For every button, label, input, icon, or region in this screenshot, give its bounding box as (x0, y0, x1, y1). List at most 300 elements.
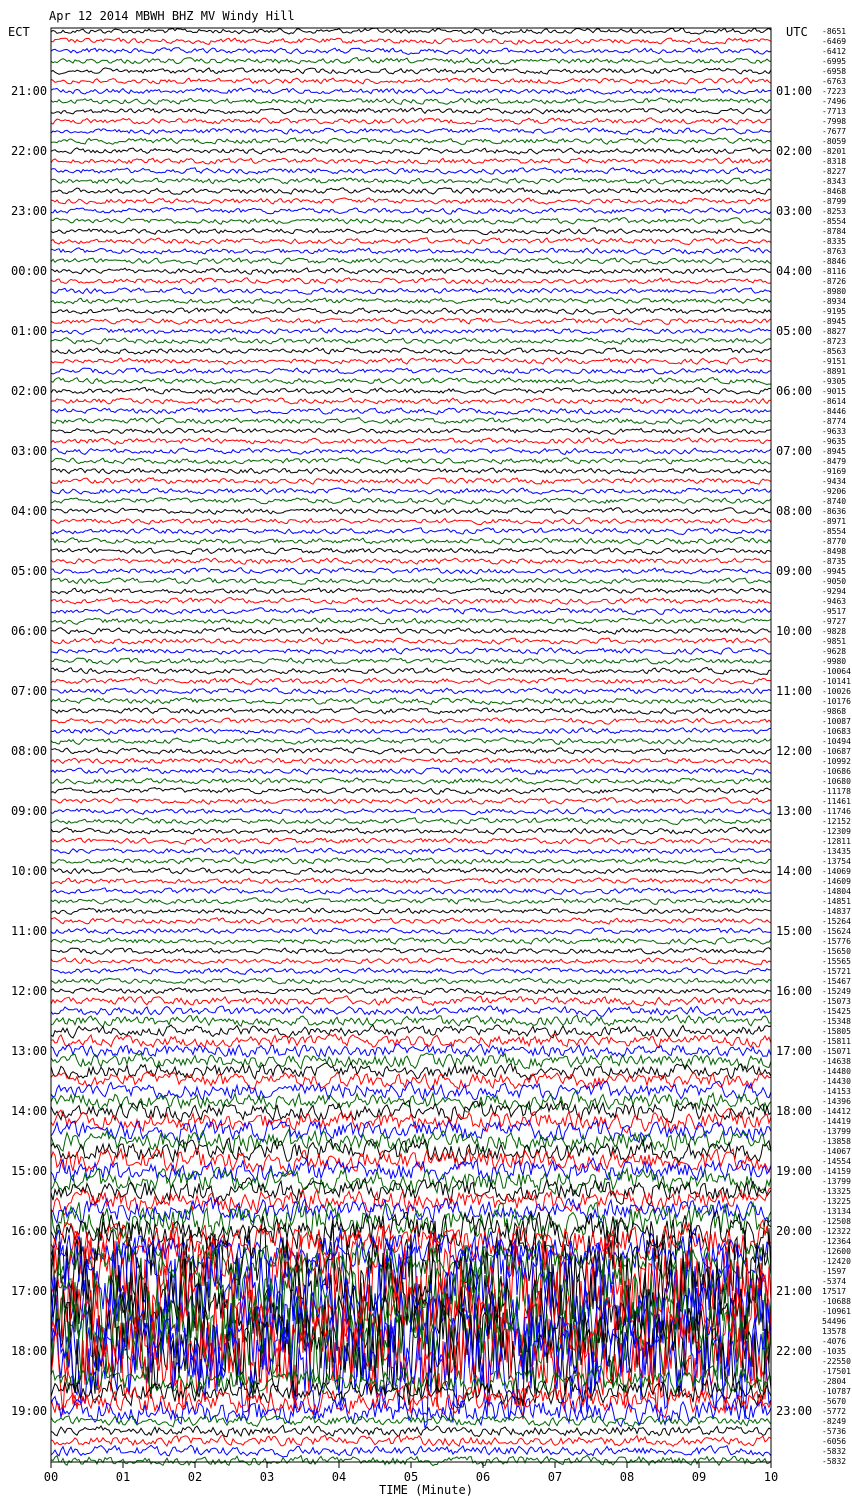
offset-label: -12600 (822, 1247, 851, 1256)
trace-row (51, 428, 771, 434)
offset-label: -8774 (822, 417, 847, 426)
trace-row (51, 667, 771, 674)
offset-label: -9517 (822, 607, 847, 616)
trace-row (51, 498, 771, 504)
offset-label: -12811 (822, 837, 851, 846)
trace-group (51, 28, 771, 1466)
trace-row (51, 568, 771, 574)
trace-row (51, 798, 771, 805)
offset-label: -10687 (822, 747, 851, 756)
offset-label: -9169 (822, 467, 847, 476)
offset-label: -10064 (822, 667, 851, 676)
offset-label: -15348 (822, 1017, 851, 1026)
offset-label: -7998 (822, 117, 847, 126)
offset-label: -8554 (822, 527, 847, 536)
offset-label: -5832 (822, 1447, 847, 1456)
offset-label: -10992 (822, 757, 851, 766)
trace-row (51, 1015, 771, 1027)
offset-label: -10961 (822, 1307, 851, 1316)
trace-row (51, 178, 771, 184)
trace-row (51, 808, 771, 815)
trace-row (51, 628, 771, 634)
hour-label-utc: 18:00 (776, 1104, 813, 1118)
hour-label-utc: 09:00 (776, 564, 813, 578)
offset-label: -14480 (822, 1067, 851, 1076)
x-tick-label: 02 (187, 1470, 203, 1484)
offset-label: -2804 (822, 1377, 847, 1386)
offset-label: -9628 (822, 647, 847, 656)
trace-row (51, 728, 771, 735)
trace-row (51, 1425, 771, 1436)
hour-label-local: 23:00 (11, 204, 48, 218)
offset-label: -15721 (822, 967, 851, 976)
offset-label: -9305 (822, 377, 847, 386)
trace-row (51, 996, 771, 1006)
offset-label: -14638 (822, 1057, 851, 1066)
offset-label: -13134 (822, 1207, 851, 1216)
offset-label: 13578 (822, 1327, 847, 1336)
offset-label: -5832 (822, 1457, 847, 1466)
offset-label: -17501 (822, 1367, 851, 1376)
offset-label: -9206 (822, 487, 847, 496)
trace-row (51, 218, 771, 225)
x-tick-label: 01 (115, 1470, 131, 1484)
hour-label-local: 02:00 (11, 384, 48, 398)
offset-label: -10688 (822, 1297, 851, 1306)
offset-label: -14804 (822, 887, 851, 896)
offset-label: -15249 (822, 987, 851, 996)
trace-row (51, 1044, 771, 1057)
offset-label: -5374 (822, 1277, 847, 1286)
trace-row (51, 328, 771, 334)
offset-label: -14396 (822, 1097, 851, 1106)
chart-title: Apr 12 2014 MBWH BHZ MV Windy Hill (49, 9, 295, 23)
offset-label: -12420 (822, 1257, 851, 1266)
trace-row (51, 348, 771, 354)
hour-label-utc: 04:00 (776, 264, 813, 278)
trace-row (51, 788, 771, 794)
offset-label: -4076 (822, 1337, 847, 1346)
offset-label: -9195 (822, 307, 847, 316)
offset-label: -8723 (822, 337, 847, 346)
offset-label: -8636 (822, 507, 847, 516)
offset-label: -8846 (822, 257, 847, 266)
offset-label: -8763 (822, 247, 847, 256)
hour-label-local: 21:00 (11, 84, 48, 98)
hour-label-local: 03:00 (11, 444, 48, 458)
offset-label: -8980 (822, 287, 847, 296)
trace-row (51, 528, 771, 535)
trace-row (51, 118, 771, 124)
trace-row (51, 268, 771, 274)
hour-label-local: 01:00 (11, 324, 48, 338)
trace-row (51, 298, 771, 304)
offset-label: -15467 (822, 977, 851, 986)
offset-label: -9294 (822, 587, 847, 596)
offset-label: -5736 (822, 1427, 847, 1436)
hour-label-local: 05:00 (11, 564, 48, 578)
trace-row (51, 318, 771, 325)
offset-label: -7496 (822, 97, 847, 106)
trace-row (51, 708, 771, 715)
trace-row (51, 148, 771, 154)
hour-label-local: 06:00 (11, 624, 48, 638)
offset-label: -10026 (822, 687, 851, 696)
trace-row (51, 418, 771, 425)
x-tick-label: 08 (619, 1470, 635, 1484)
offset-label: -5772 (822, 1407, 847, 1416)
trace-row (51, 848, 771, 854)
trace-row (51, 878, 771, 884)
offset-label: -8468 (822, 187, 847, 196)
offset-label: -10176 (822, 697, 851, 706)
offset-label: -14851 (822, 897, 851, 906)
trace-row (51, 188, 771, 195)
offset-label: -15624 (822, 927, 851, 936)
trace-row (51, 608, 771, 615)
trace-row (51, 738, 771, 745)
hour-label-utc: 17:00 (776, 1044, 813, 1058)
offset-label: -9151 (822, 357, 847, 366)
offset-label: -13858 (822, 1137, 851, 1146)
offset-label: -9434 (822, 477, 847, 486)
trace-row (51, 518, 771, 525)
offset-label: -8770 (822, 537, 847, 546)
offset-label: -14412 (822, 1107, 851, 1116)
trace-row (51, 368, 771, 374)
offset-label: -12364 (822, 1237, 851, 1246)
trace-row (51, 768, 771, 774)
trace-row (51, 158, 771, 164)
hour-label-utc: 22:00 (776, 1344, 813, 1358)
hour-label-local: 17:00 (11, 1284, 48, 1298)
hour-label-utc: 01:00 (776, 84, 813, 98)
trace-row (51, 377, 771, 384)
offset-label: -1597 (822, 1267, 847, 1276)
x-tick-label: 05 (403, 1470, 419, 1484)
x-axis-label: TIME (Minute) (379, 1483, 473, 1497)
trace-row (51, 968, 771, 975)
offset-label: -14419 (822, 1117, 851, 1126)
offset-label: -8554 (822, 217, 847, 226)
trace-row (51, 648, 771, 654)
hour-label-utc: 03:00 (776, 204, 813, 218)
offset-label: -10683 (822, 727, 851, 736)
trace-row (51, 548, 771, 554)
right-timezone-label: UTC (786, 25, 808, 39)
trace-row (51, 1435, 771, 1446)
x-axis-ticks (44, 1462, 778, 1484)
offset-label: -8799 (822, 197, 847, 206)
trace-row (51, 918, 771, 924)
offset-label: -10680 (822, 777, 851, 786)
offset-label: -14609 (822, 877, 851, 886)
trace-row (51, 957, 771, 964)
hour-label-utc: 05:00 (776, 324, 813, 338)
trace-row (51, 908, 771, 914)
trace-row (51, 228, 771, 235)
offset-label: -8891 (822, 367, 847, 376)
trace-row (51, 278, 771, 284)
trace-row (51, 618, 771, 624)
offset-label: -11746 (822, 807, 851, 816)
trace-row (51, 88, 771, 94)
right-hour-labels (776, 84, 812, 1418)
offset-label: -15565 (822, 957, 851, 966)
hour-label-utc: 06:00 (776, 384, 813, 398)
hour-label-local: 04:00 (11, 504, 48, 518)
trace-row (51, 758, 771, 764)
trace-row (51, 208, 771, 214)
offset-label: -8651 (822, 27, 847, 36)
hour-label-utc: 08:00 (776, 504, 813, 518)
trace-row (51, 38, 771, 44)
offset-label: -7677 (822, 127, 847, 136)
x-tick-label: 06 (475, 1470, 491, 1484)
trace-row (51, 288, 771, 294)
offset-label: -10141 (822, 677, 851, 686)
hour-label-local: 22:00 (11, 144, 48, 158)
offset-label: -10686 (822, 767, 851, 776)
trace-row (51, 128, 771, 134)
trace-row (51, 578, 771, 584)
left-hour-labels (11, 84, 47, 1418)
offset-label: -13799 (822, 1177, 851, 1186)
x-tick-label: 10 (763, 1470, 779, 1484)
offset-label: -14159 (822, 1167, 851, 1176)
offset-label: -8249 (822, 1417, 847, 1426)
trace-row (51, 238, 771, 245)
trace-row (51, 1100, 771, 1122)
offset-label: -14554 (822, 1157, 851, 1166)
hour-label-utc: 11:00 (776, 684, 813, 698)
offset-label: -11461 (822, 797, 851, 806)
offset-label: -11178 (822, 787, 851, 796)
trace-row (51, 247, 771, 254)
trace-row (51, 1034, 771, 1047)
offset-label: -9851 (822, 637, 847, 646)
offset-label: -14837 (822, 907, 851, 916)
offset-labels (822, 27, 851, 1466)
x-tick-label: 07 (547, 1470, 563, 1484)
hour-label-local: 18:00 (11, 1344, 48, 1358)
offset-label: -8726 (822, 277, 847, 286)
offset-label: -5670 (822, 1397, 847, 1406)
offset-label: -12322 (822, 1227, 851, 1236)
trace-row (51, 598, 771, 605)
offset-label: -9828 (822, 627, 847, 636)
hour-label-utc: 12:00 (776, 744, 813, 758)
offset-label: -15650 (822, 947, 851, 956)
trace-row (51, 688, 771, 694)
offset-label: -22550 (822, 1357, 851, 1366)
hour-label-utc: 13:00 (776, 804, 813, 818)
offset-label: -8335 (822, 237, 847, 246)
trace-row (51, 438, 771, 445)
trace-row (51, 858, 771, 864)
left-timezone-label: ECT (8, 25, 30, 39)
trace-row (51, 398, 771, 404)
trace-row (51, 698, 771, 705)
trace-row (51, 978, 771, 984)
trace-row (51, 678, 771, 685)
hour-label-utc: 02:00 (776, 144, 813, 158)
offset-label: -15811 (822, 1037, 851, 1046)
trace-row (51, 718, 771, 724)
trace-row (51, 1025, 771, 1038)
trace-row (51, 138, 771, 145)
offset-label: -7713 (822, 107, 847, 116)
offset-label: -10087 (822, 717, 851, 726)
offset-label: -13754 (822, 857, 851, 866)
offset-label: -9050 (822, 577, 847, 586)
trace-row (51, 1006, 771, 1016)
offset-label: -8059 (822, 137, 847, 146)
trace-row (51, 198, 771, 204)
trace-row (51, 588, 771, 594)
offset-label: -10494 (822, 737, 851, 746)
trace-row (51, 928, 771, 934)
offset-label: -13325 (822, 1187, 851, 1196)
trace-row (51, 338, 771, 344)
hour-label-local: 10:00 (11, 864, 48, 878)
trace-row (51, 948, 771, 955)
offset-label: -9635 (822, 437, 847, 446)
x-tick-label: 00 (43, 1470, 59, 1484)
hour-label-utc: 10:00 (776, 624, 813, 638)
offset-label: -15264 (822, 917, 851, 926)
offset-label: -1035 (822, 1347, 847, 1356)
trace-row (51, 1445, 771, 1457)
hour-label-utc: 16:00 (776, 984, 813, 998)
offset-label: -8479 (822, 457, 847, 466)
offset-label: -9633 (822, 427, 847, 436)
hour-label-utc: 21:00 (776, 1284, 813, 1298)
offset-label: -8945 (822, 447, 847, 456)
offset-label: -6056 (822, 1437, 847, 1446)
trace-row (51, 638, 771, 644)
offset-label: -6763 (822, 77, 847, 86)
hour-label-local: 14:00 (11, 1104, 48, 1118)
hour-label-local: 12:00 (11, 984, 48, 998)
offset-label: -6412 (822, 47, 847, 56)
trace-row (51, 448, 771, 455)
trace-row (51, 938, 771, 944)
hour-label-local: 19:00 (11, 1404, 48, 1418)
offset-label: -9980 (822, 657, 847, 666)
hour-label-utc: 15:00 (776, 924, 813, 938)
trace-row (51, 838, 771, 844)
offset-label: -6469 (822, 37, 847, 46)
offset-label: -10787 (822, 1387, 851, 1396)
trace-row (51, 68, 771, 74)
hour-label-utc: 23:00 (776, 1404, 813, 1418)
hour-label-local: 15:00 (11, 1164, 48, 1178)
offset-label: -8735 (822, 557, 847, 566)
offset-label: 17517 (822, 1287, 847, 1296)
trace-row (51, 488, 771, 494)
offset-label: -8116 (822, 267, 847, 276)
trace-row (51, 898, 771, 905)
trace-row (51, 358, 771, 364)
trace-row (51, 258, 771, 264)
offset-label: -8740 (822, 497, 847, 506)
offset-label: -8614 (822, 397, 847, 406)
offset-label: -15805 (822, 1027, 851, 1036)
offset-label: -13225 (822, 1197, 851, 1206)
offset-label: -12309 (822, 827, 851, 836)
offset-label: -12152 (822, 817, 851, 826)
trace-row (51, 748, 771, 754)
hour-label-utc: 20:00 (776, 1224, 813, 1238)
hour-label-local: 08:00 (11, 744, 48, 758)
offset-label: -6995 (822, 57, 847, 66)
hour-label-utc: 19:00 (776, 1164, 813, 1178)
offset-label: -6958 (822, 67, 847, 76)
trace-row (51, 78, 771, 84)
trace-row (51, 1188, 771, 1215)
offset-label: -8498 (822, 547, 847, 556)
offset-label: -14069 (822, 867, 851, 876)
offset-label: -8253 (822, 207, 847, 216)
trace-row (51, 458, 771, 464)
x-tick-label: 09 (691, 1470, 707, 1484)
offset-label: -8784 (822, 227, 847, 236)
offset-label: -13435 (822, 847, 851, 856)
offset-label: -9727 (822, 617, 847, 626)
offset-label: -9945 (822, 567, 847, 576)
offset-label: -8446 (822, 407, 847, 416)
offset-label: -14153 (822, 1087, 851, 1096)
offset-label: -7223 (822, 87, 847, 96)
trace-row (51, 558, 771, 564)
trace-row (51, 388, 771, 395)
trace-row (51, 818, 771, 825)
x-tick-label: 04 (331, 1470, 347, 1484)
trace-row (51, 168, 771, 174)
hour-label-local: 09:00 (11, 804, 48, 818)
offset-label: -9015 (822, 387, 847, 396)
hour-label-local: 16:00 (11, 1224, 48, 1238)
trace-row (51, 988, 771, 995)
hour-label-local: 07:00 (11, 684, 48, 698)
offset-label: -15776 (822, 937, 851, 946)
trace-row (51, 868, 771, 874)
offset-label: -8945 (822, 317, 847, 326)
trace-row (51, 537, 771, 544)
trace-row (51, 28, 771, 34)
offset-label: -8343 (822, 177, 847, 186)
offset-label: -8318 (822, 157, 847, 166)
offset-label: -8934 (822, 297, 847, 306)
offset-label: -8227 (822, 167, 847, 176)
hour-label-utc: 14:00 (776, 864, 813, 878)
offset-label: -9463 (822, 597, 847, 606)
trace-row (51, 1072, 771, 1090)
offset-label: -8827 (822, 327, 847, 336)
offset-label: -8563 (822, 347, 847, 356)
offset-label: -12508 (822, 1217, 851, 1226)
trace-row (51, 508, 771, 515)
trace-row (51, 408, 771, 415)
offset-label: -15073 (822, 997, 851, 1006)
offset-label: -15071 (822, 1047, 851, 1056)
offset-label: -9868 (822, 707, 847, 716)
offset-label: -14430 (822, 1077, 851, 1086)
trace-row (51, 98, 771, 105)
trace-row (51, 658, 771, 664)
trace-row (51, 48, 771, 55)
